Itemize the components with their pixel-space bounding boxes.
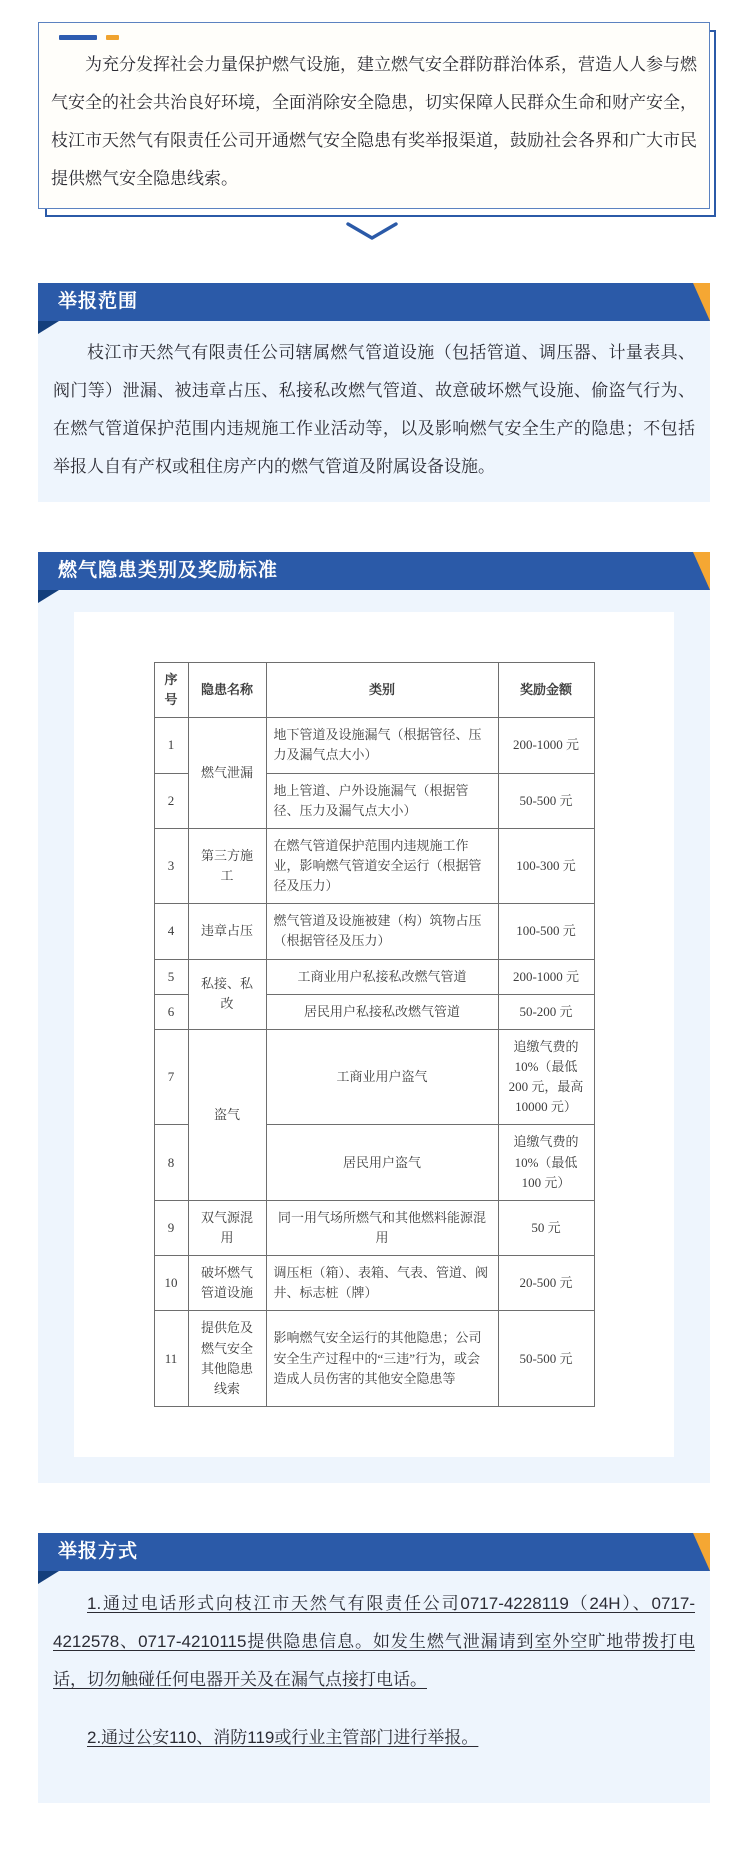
chevron-row xyxy=(0,219,743,245)
section-report-scope xyxy=(38,283,710,502)
table-header-cell: 类别 xyxy=(266,663,498,718)
cell-hazard-name: 盗气 xyxy=(188,1029,266,1200)
table-row xyxy=(154,1029,594,1125)
cell-category: 地上管道、户外设施漏气（根据管径、压力及漏气点大小） xyxy=(266,773,498,828)
blue-dash-icon xyxy=(59,35,97,40)
cell-serial: 10 xyxy=(154,1256,188,1311)
section-header-bar xyxy=(38,283,710,321)
method-paragraph-phone: 1.通过电话形式向枝江市天然气有限责任公司0717-4228119（24H）、0717-4212578、0717-4210115提供隐患信息。如发生燃气泄漏请到室外空旷地带拨打电话，切勿触碰任何电器开关及在漏气点接打电话。 xyxy=(53,1593,695,1689)
table-header-cell: 隐患名称 xyxy=(188,663,266,718)
cell-serial: 5 xyxy=(154,959,188,994)
section-card xyxy=(38,321,710,502)
yellow-dash-icon xyxy=(106,35,119,40)
chevron-down-icon xyxy=(343,219,401,243)
cell-reward-amount: 200-1000 元 xyxy=(498,718,594,773)
table-row xyxy=(154,904,594,959)
table-panel xyxy=(74,612,674,1457)
cell-hazard-name: 第三方施工 xyxy=(188,828,266,903)
cell-category: 工商业用户盗气 xyxy=(266,1029,498,1125)
section-title: 举报方式 xyxy=(58,1540,139,1562)
table-header-cell: 奖励金额 xyxy=(498,663,594,718)
cell-reward-amount: 50-500 元 xyxy=(498,1311,594,1407)
cell-reward-amount: 50-500 元 xyxy=(498,773,594,828)
cell-hazard-name: 违章占压 xyxy=(188,904,266,959)
cell-category: 调压柜（箱）、表箱、气表、管道、阀井、标志桩（牌） xyxy=(266,1256,498,1311)
cell-serial: 7 xyxy=(154,1029,188,1125)
cell-hazard-name: 破坏燃气管道设施 xyxy=(188,1256,266,1311)
intro-paragraph: 为充分发挥社会力量保护燃气设施，建立燃气安全群防群治体系，营造人人参与燃气安全的社会共治良好环境，全面消除安全隐患，切实保障人民群众生命和财产安全，枝江市天然气有限责任公司开通燃气安全隐患有奖举报渠道，鼓励社会各界和广大市民提供燃气安全隐患线索。 xyxy=(51,55,697,188)
cell-serial: 9 xyxy=(154,1200,188,1255)
table-row xyxy=(154,1200,594,1255)
cell-hazard-name: 双气源混用 xyxy=(188,1200,266,1255)
cell-category: 居民用户盗气 xyxy=(266,1125,498,1200)
cell-serial: 4 xyxy=(154,904,188,959)
cell-category: 同一用气场所燃气和其他燃料能源混用 xyxy=(266,1200,498,1255)
section-card xyxy=(38,1571,710,1803)
intro-quote-box xyxy=(38,22,710,209)
cell-serial: 2 xyxy=(154,773,188,828)
dark-corner-accent-icon xyxy=(38,590,59,603)
cell-hazard-name: 提供危及燃气安全其他隐患线索 xyxy=(188,1311,266,1407)
table-header-row xyxy=(154,663,594,718)
scope-paragraph: 枝江市天然气有限责任公司辖属燃气管道设施（包括管道、调压器、计量表具、阀门等）泄漏、被违章占压、私接私改燃气管道、故意破坏燃气设施、偷盗气行为、在燃气管道保护范围内违规施工作业活动等，以及影响燃气安全生产的隐患；不包括举报人自有产权或租住房产内的燃气管道及附属设备设施。 xyxy=(53,343,695,476)
cell-category: 在燃气管道保护范围内违规施工作业，影响燃气管道安全运行（根据管径及压力） xyxy=(266,828,498,903)
cell-category: 工商业用户私接私改燃气管道 xyxy=(266,959,498,994)
table-header-cell: 序号 xyxy=(154,663,188,718)
cell-category: 燃气管道及设施被建（构）筑物占压（根据管径及压力） xyxy=(266,904,498,959)
table-row xyxy=(154,959,594,994)
cell-category: 地下管道及设施漏气（根据管径、压力及漏气点大小） xyxy=(266,718,498,773)
cell-hazard-name: 私接、私改 xyxy=(188,959,266,1029)
decorative-dashes xyxy=(59,35,697,40)
section-header-bar xyxy=(38,1533,710,1571)
section-title: 举报范围 xyxy=(58,291,139,312)
section-report-method xyxy=(38,1533,710,1803)
cell-serial: 11 xyxy=(154,1311,188,1407)
cell-reward-amount: 追缴气费的 10%（最低 100 元） xyxy=(498,1125,594,1200)
cell-reward-amount: 200-1000 元 xyxy=(498,959,594,994)
cell-category: 居民用户私接私改燃气管道 xyxy=(266,994,498,1029)
cell-reward-amount: 100-300 元 xyxy=(498,828,594,903)
section-card xyxy=(38,590,710,1483)
cell-serial: 8 xyxy=(154,1125,188,1200)
cell-serial: 3 xyxy=(154,828,188,903)
cell-reward-amount: 追缴气费的 10%（最低 200 元，最高 10000 元） xyxy=(498,1029,594,1125)
cell-category: 影响燃气安全运行的其他隐患；公司安全生产过程中的“三违”行为，或会造成人员伤害的其他安全隐患等 xyxy=(266,1311,498,1407)
cell-reward-amount: 20-500 元 xyxy=(498,1256,594,1311)
cell-serial: 6 xyxy=(154,994,188,1029)
cell-serial: 1 xyxy=(154,718,188,773)
quote-box-inner xyxy=(38,22,710,209)
table-row xyxy=(154,1256,594,1311)
cell-reward-amount: 50-200 元 xyxy=(498,994,594,1029)
section-reward-standard xyxy=(38,552,710,1483)
cell-reward-amount: 100-500 元 xyxy=(498,904,594,959)
table-row xyxy=(154,718,594,773)
table-row xyxy=(154,828,594,903)
cell-hazard-name: 燃气泄漏 xyxy=(188,718,266,829)
section-title: 燃气隐患类别及奖励标准 xyxy=(58,560,279,581)
method-paragraph-other: 2.通过公安110、消防119或行业主管部门进行举报。 xyxy=(87,1727,479,1747)
cell-reward-amount: 50 元 xyxy=(498,1200,594,1255)
reward-table xyxy=(154,662,595,1407)
table-row xyxy=(154,1311,594,1407)
section-header-bar xyxy=(38,552,710,590)
